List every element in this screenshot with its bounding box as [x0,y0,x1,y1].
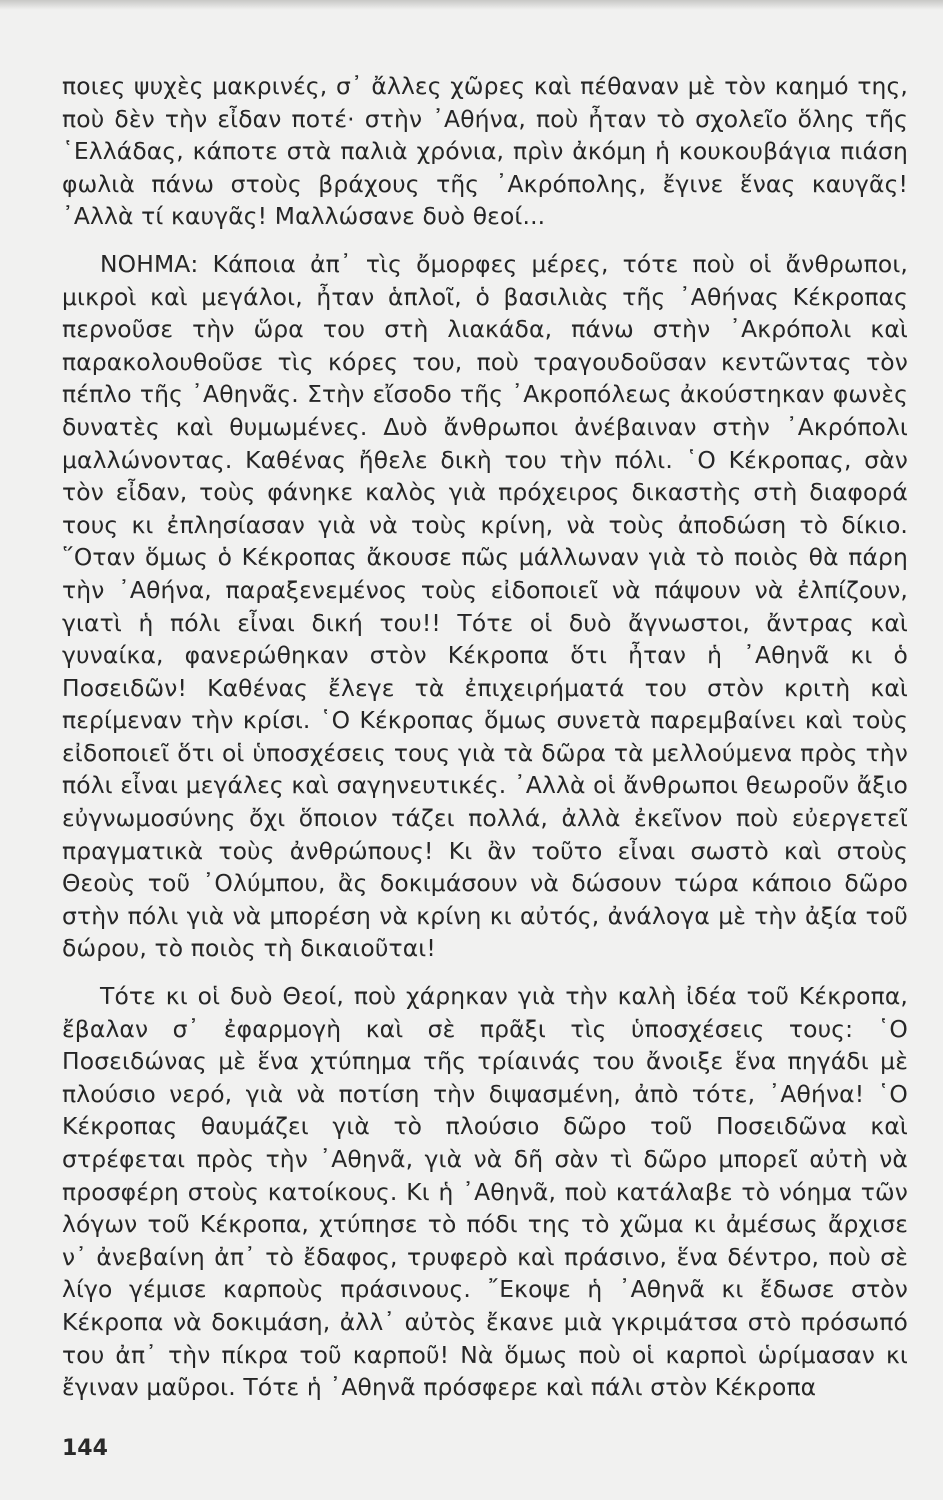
page-top-edge [0,0,943,10]
paragraph-continuation: ποιες ψυχὲς μακρινές, σ᾽ ἄλλες χῶρες καὶ πέθαναν μὲ τὸν καημό της, ποὺ δὲν τὴν εἶδαν ποτέ· στὴν ᾽Αθήνα, ποὺ ἦταν τὸ σχολεῖο ὅλης τῆς ῾Ελλάδας, κάποτε στὰ παλιὰ χρόνια, πρὶν ἀκόμη ἡ κουκουβάγια πιάση φωλιὰ πάνω στοὺς βράχους τῆς ᾽Ακρόπολης, ἔγινε ἕνας καυγᾶς! ᾽Αλλὰ τί καυγᾶς! Μαλλώσανε δυὸ θεοί... [62,72,908,231]
paragraph-gods-gifts: Τότε κι οἱ δυὸ Θεοί, ποὺ χάρηκαν γιὰ τὴν καλὴ ἰδέα τοῦ Κέκροπα, ἔβαλαν σ᾽ ἐφαρμογὴ καὶ σὲ πρᾶξι τὶς ὑποσχέσεις τους: ῾Ο Ποσειδώνας μὲ ἕνα χτύπημα τῆς τρίαινάς του ἄνοιξε ἕνα πηγάδι μὲ πλούσιο νερό, γιὰ νὰ ποτίση τὴν διψασμένη, ἀπὸ τότε, ᾽Αθήνα! ῾Ο Κέκροπας θαυμάζει γιὰ τὸ πλούσιο δῶρο τοῦ Ποσειδῶνα καὶ στρέφεται πρὸς τὴν ᾽Αθηνᾶ, γιὰ νὰ δῆ σὰν τὶ δῶρο μπορεῖ αὐτὴ νὰ προσφέρη στοὺς κατοίκους. Κι ἡ ᾽Αθηνᾶ, ποὺ κατάλαβε τὸ νόημα τῶν λόγων τοῦ Κέκροπα, χτύπησε τὸ πόδι της τὸ χῶμα κι ἀμέσως ἄρχισε ν᾽ ἀνεβαίνη ἀπ᾽ τὸ ἔδαφος, τρυφερὸ καὶ πράσινο, ἕνα δέντρο, ποὺ σὲ λίγο γέμισε καρποὺς πράσινους. ῎Εκοψε ἡ ᾽Αθηνᾶ κι ἔδωσε στὸν Κέκροπα νὰ δοκιμάση, ἀλλ᾽ αὐτὸς ἔκανε μιὰ γκριμάτσα στὸ πρόσωπό του ἀπ᾽ τὴν πίκρα τοῦ καρποῦ! Νὰ ὅμως ποὺ οἱ καρποὶ ὡρίμασαν κι ἔγιναν μαῦροι. Τότε ἡ ᾽Αθηνᾶ πρόσφερε καὶ πάλι στὸν Κέκροπα [62,982,908,1402]
paragraph-noima: ΝΟΗΜΑ: Κάποια ἀπ᾽ τὶς ὄμορφες μέρες, τότε ποὺ οἱ ἄνθρωποι, μικροὶ καὶ μεγάλοι, ἦταν ἁπλοῖ, ὁ βασιλιὰς τῆς ᾽Αθήνας Κέκροπας περνοῦσε τὴν ὥρα του στὴ λιακάδα, πάνω στὴν ᾽Ακρόπολι καὶ παρακολουθοῦσε τὶς κόρες του, ποὺ τραγουδοῦσαν κεντῶντας τὸν πέπλο τῆς ᾽Αθηνᾶς. Στὴν εἴσοδο τῆς ᾽Ακροπόλεως ἀκούστηκαν φωνὲς δυνατὲς καὶ θυμωμένες. Δυὸ ἄνθρωποι ἀνέβαιναν στὴν ᾽Ακρόπολι μαλλώνοντας. Καθένας ἤθελε δικὴ του τὴν πόλι. ῾Ο Κέκροπας, σὰν τὸν εἶδαν, τοὺς φάνηκε καλὸς γιὰ πρόχειρος δικαστὴς στὴ διαφορά τους κι ἐπλησίασαν γιὰ νὰ τοὺς κρίνη, νὰ τοὺς ἀποδώση τὸ δίκιο. ῞Οταν ὅμως ὁ Κέκροπας ἄκουσε πῶς μάλλωναν γιὰ τὸ ποιὸς θὰ πάρη τὴν ᾽Αθήνα, παραξενεμένος τοὺς εἰδοποιεῖ νὰ πάψουν νὰ ἐλπίζουν, γιατὶ ἡ πόλι εἶναι δική του!! Τότε οἱ δυὸ ἄγνωστοι, ἄντρας καὶ γυναίκα, φανερώθηκαν στὸν Κέκροπα ὅτι ἦταν ἡ ᾽Αθηνᾶ κι ὁ Ποσειδῶν! Καθένας ἔλεγε τὰ ἐπιχειρήματά του στὸν κριτὴ καὶ περίμεναν τὴν κρίσι. ῾Ο Κέκροπας ὅμως συνετὰ παρεμβαίνει καὶ τοὺς εἰδοποιεῖ ὅτι οἱ ὑποσχέσεις τους γιὰ τὰ δῶρα τὰ μελλούμενα πρὸς τὴν πόλι εἶναι μεγάλες καὶ σαγηνευτικές. ᾽Αλλὰ οἱ ἄνθρωποι θεωροῦν ἄξιο εὐγνωμοσύνης ὄχι ὅποιον τάζει πολλά, ἀλλὰ ἐκεῖνον ποὺ εὐεργετεῖ πραγματικὰ τοὺς ἀνθρώπους! Κι ἂν τοῦτο εἶναι σωστὸ καὶ στοὺς Θεοὺς τοῦ ᾽Ολύμπου, ἂς δοκιμάσουν νὰ δώσουν τώρα κάποιο δῶρο στὴν πόλι γιὰ νὰ μπορέση νὰ κρίνη κι αὐτός, ἀνάλογα μὲ τὴν ἀξία τοῦ δώρου, τὸ ποιὸς τὴ δικαιοῦται! [62,249,908,963]
book-page-body [62,70,908,1404]
page-number: 144 [62,1436,108,1461]
